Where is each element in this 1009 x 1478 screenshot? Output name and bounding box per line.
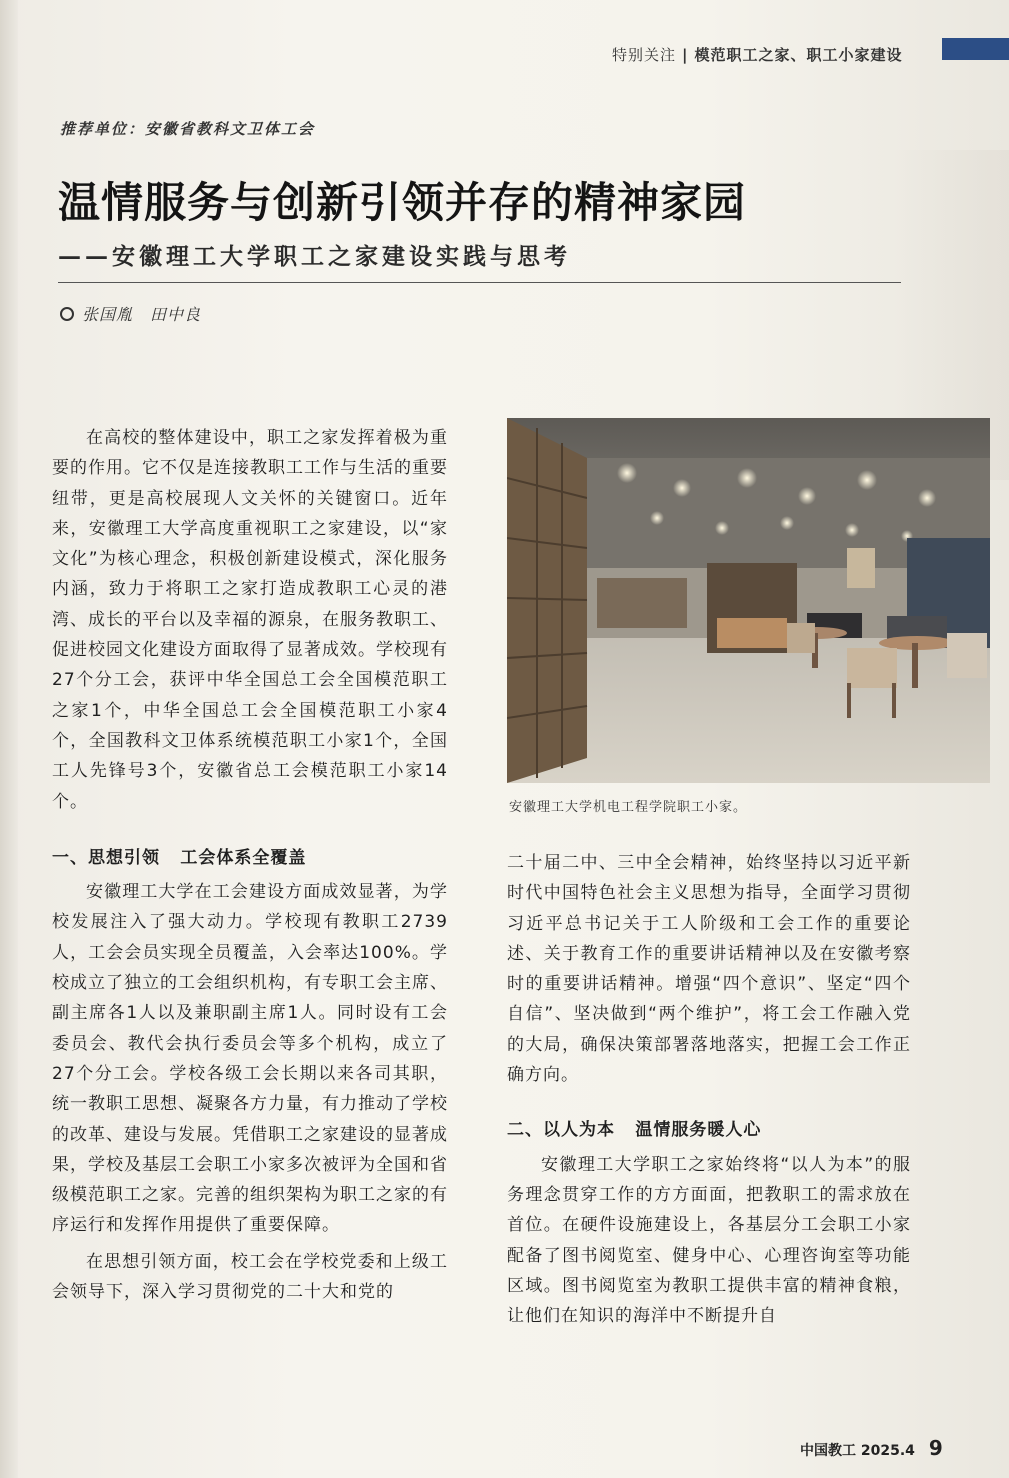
office-lounge-photo (507, 418, 990, 783)
header-divider: | (682, 46, 689, 64)
article-subtitle: ——安徽理工大学职工之家建设实践与思考 (58, 243, 571, 270)
section-2-heading-a: 二、以人为本 (507, 1120, 615, 1141)
recommending-unit: 推荐单位：安徽省教科文卫体工会 (60, 120, 316, 138)
photo-caption: 安徽理工大学机电工程学院职工小家。 (509, 800, 748, 815)
page-number: 9 (928, 1436, 943, 1460)
footer-issue: 2025.4 (860, 1443, 915, 1459)
section-1-paragraph-1: 安徽理工大学在工会建设方面成效显著，为学校发展注入了强大动力。学校现有教职工2739人，工会会员实现全员覆盖，入会率达100%。学校成立了独立的工会组织机构，有专职工会主席、副主席各1人以及兼职副主席1人。同时设有工会委员会、教代会执行委员会等多个机构，成立了27个分工会。学校各级工会长期以来各司其职，统一教职工思想、凝聚各方力量，有力推动了学校的改革、建设与发展。凭借职工之家建设的显著成果，学校及基层工会职工小家多次被评为全国和省级模范职工之家。完善的组织架构为职工之家的有序运行和发挥作用提供了重要保障。 (52, 882, 448, 1236)
page-spine-shadow (0, 0, 18, 1478)
section-2-heading-b: 温情服务暖人心 (635, 1120, 762, 1141)
right-continuation-paragraph: 二十届二中、三中全会精神，始终坚持以习近平新时代中国特色社会主义思想为指导，全面学习贯彻习近平总书记关于工人阶级和工会工作的重要论述、关于教育工作的重要讲话精神以及在安徽考察时的重要讲话精神。增强“四个意识”、坚定“四个自信”、坚决做到“两个维护”，将工会工作融入党的大局，确保决策部署落地落实，把握工会工作正确方向。 (507, 853, 911, 1086)
author-names: 张国胤 田中良 (82, 305, 202, 324)
article-title: 温情服务与创新引领并存的精神家园 (58, 178, 747, 227)
section-1-paragraph-2: 在思想引领方面，校工会在学校党委和上级工会领导下，深入学习贯彻党的二十大和党的 (52, 1251, 448, 1303)
author-line (60, 302, 201, 325)
section-1-heading-b: 工会体系全覆盖 (180, 847, 307, 868)
header-section: 特别关注 (612, 46, 677, 64)
section-2-heading (507, 1115, 911, 1145)
header-topic: 模范职工之家、职工小家建设 (694, 46, 903, 64)
right-column (507, 848, 911, 1331)
header-color-bar (942, 38, 1009, 60)
article-photo (507, 418, 990, 783)
section-1-heading (52, 843, 448, 873)
running-header (612, 44, 903, 65)
section-1-heading-a: 一、思想引领 (52, 847, 160, 868)
footer-magazine: 中国教工 (800, 1443, 856, 1459)
intro-paragraph: 在高校的整体建设中，职工之家发挥着极为重要的作用。它不仅是连接教职工工作与生活的重要纽带，更是高校展现人文关怀的关键窗口。近年来，安徽理工大学高度重视职工之家建设，以“家文化”为核心理念，积极创新建设模式，深化服务内涵，致力于将职工之家打造成教职工心灵的港湾、成长的平台以及幸福的源泉，在服务教职工、促进校园文化建设方面取得了显著成效。学校现有27个分工会，获评中华全国总工会全国模范职工之家1个，中华全国总工会全国模范职工小家4个，全国教科文卫体系统模范职工小家1个，全国工人先锋号3个，安徽省总工会模范职工小家14个。 (52, 428, 448, 812)
section-2-paragraph-1: 安徽理工大学职工之家始终将“以人为本”的服务理念贯穿工作的方方面面，把教职工的需求放在首位。在硬件设施建设上，各基层分工会职工小家配备了图书阅览室、健身中心、心理咨询室等功能区域。图书阅览室为教职工提供丰富的精神食粮，让他们在知识的海洋中不断提升自 (507, 1154, 911, 1327)
title-divider (58, 282, 901, 283)
page-footer (800, 1436, 943, 1460)
author-bullet-icon (60, 307, 74, 321)
left-column (52, 423, 448, 1307)
